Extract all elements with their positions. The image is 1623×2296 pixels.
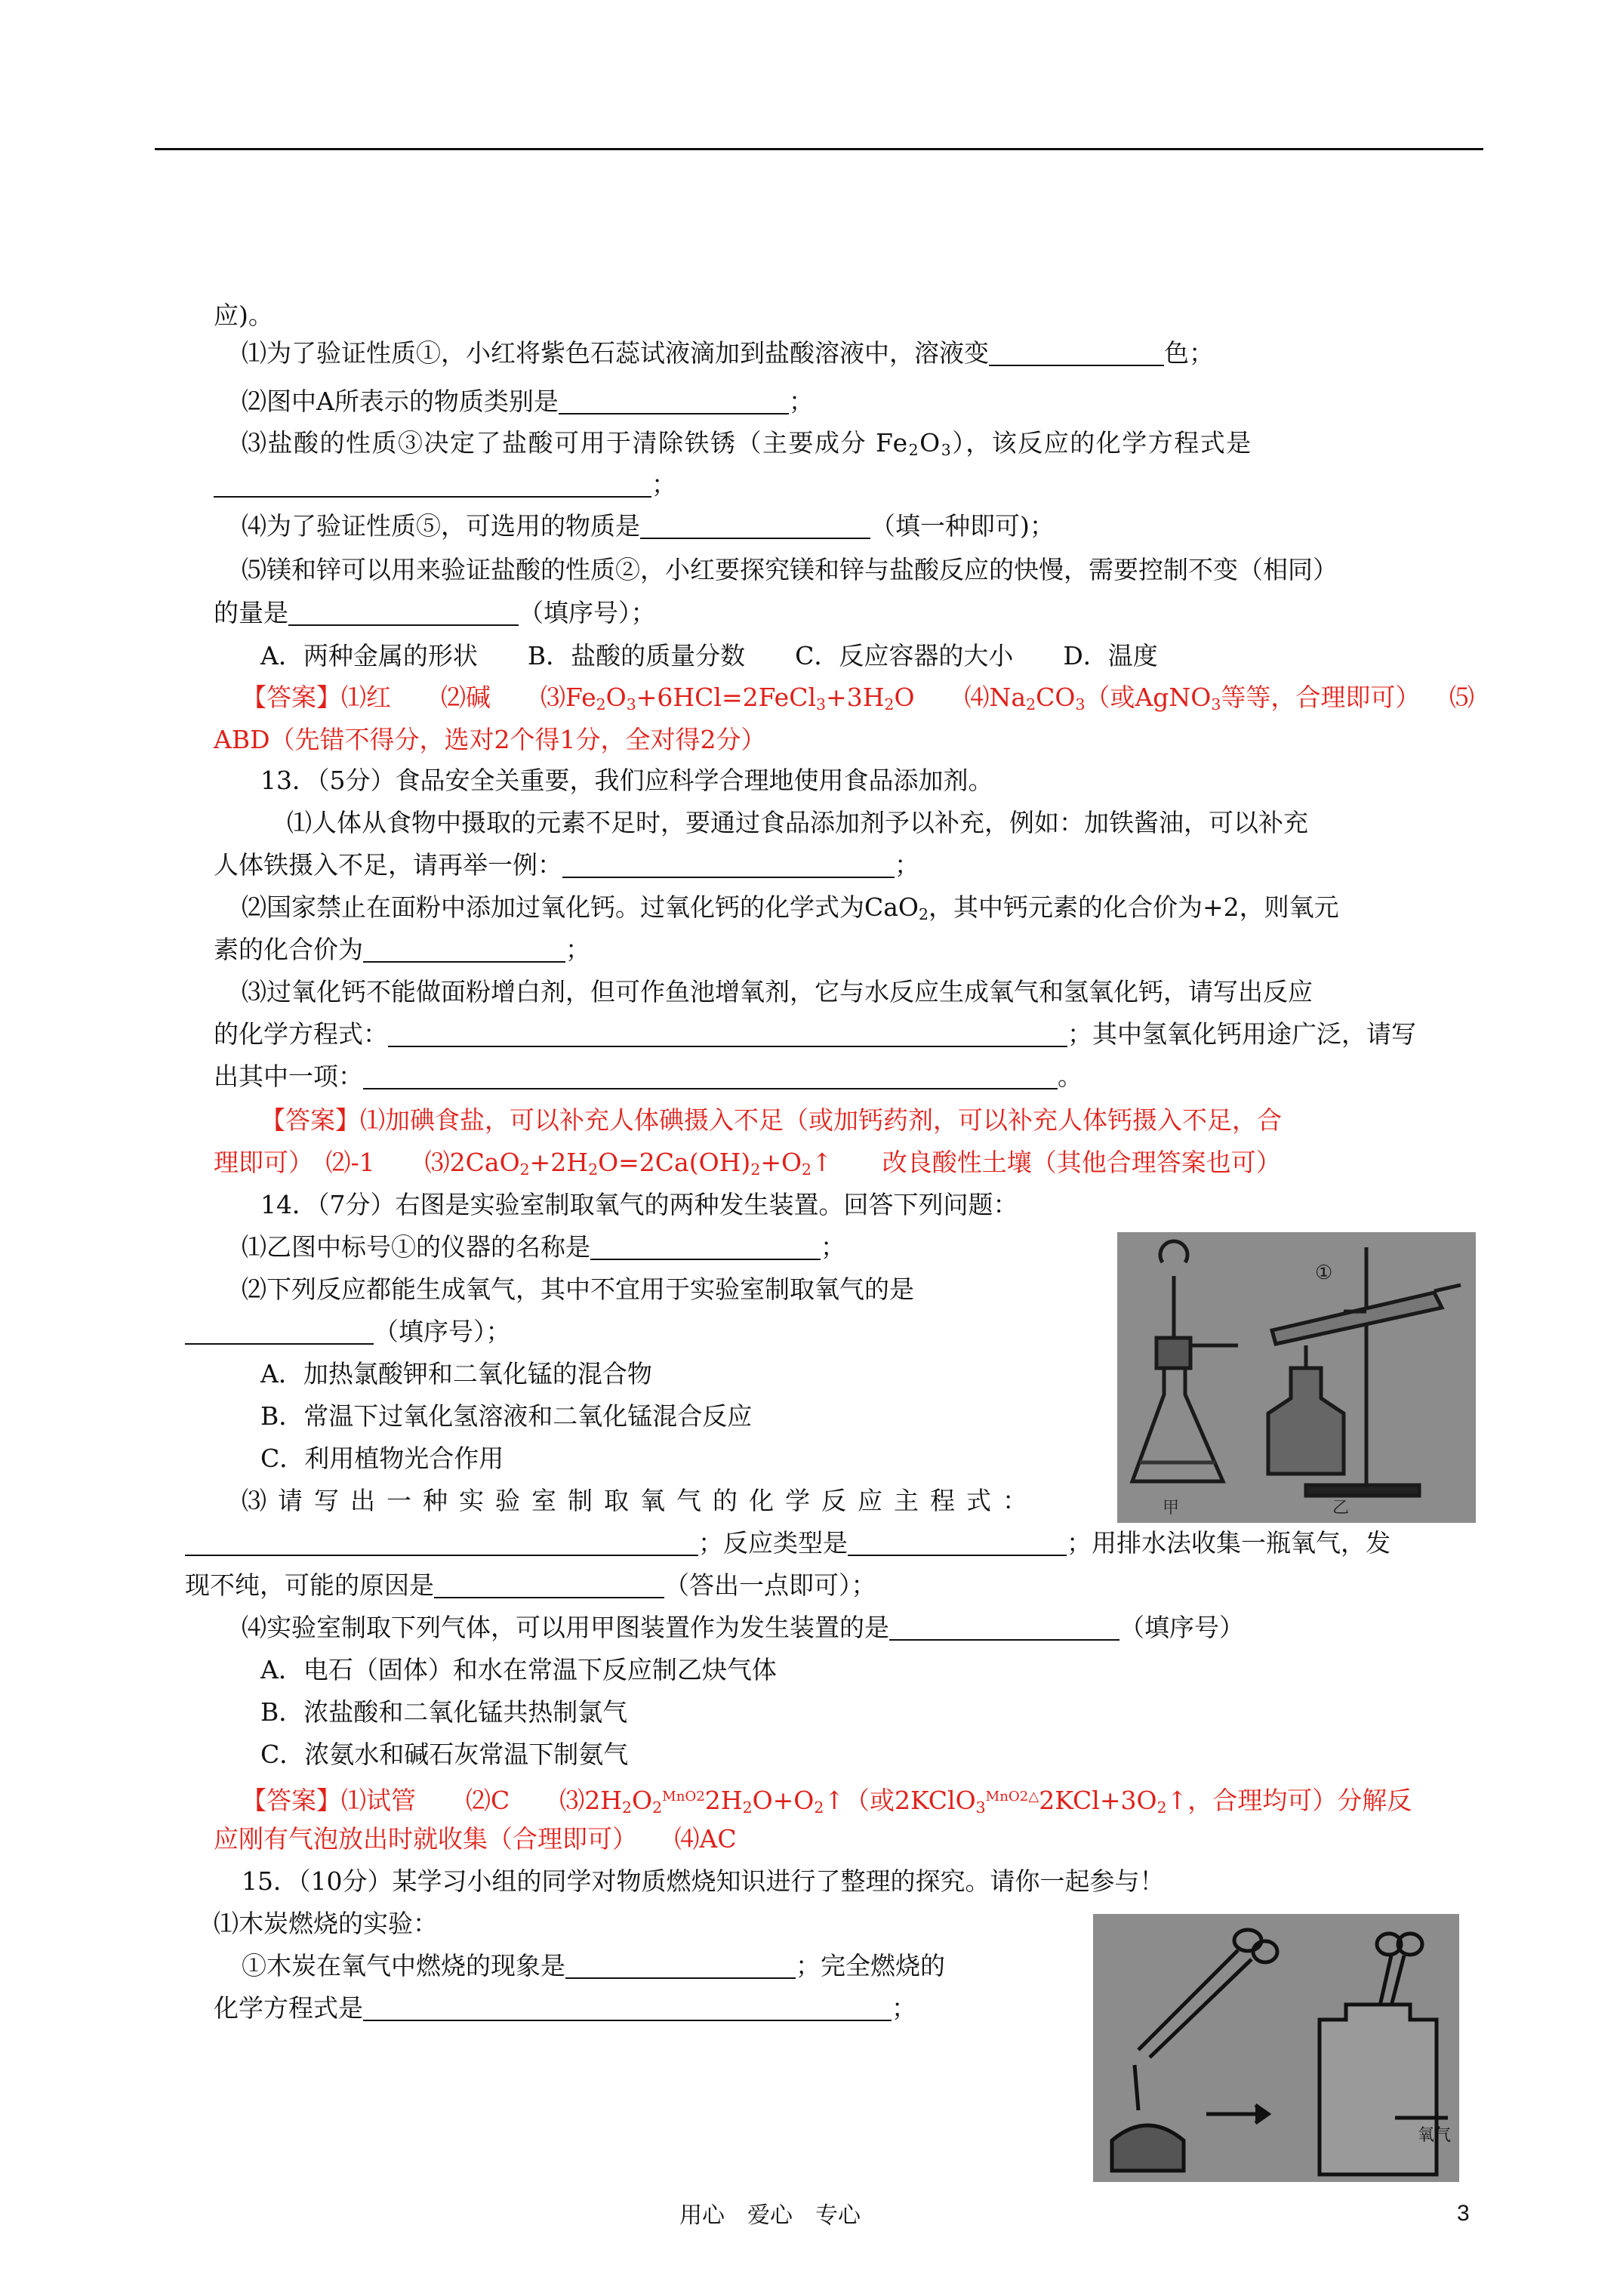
question-line: ⑴人体从食物中摄取的元素不足时，要通过食品添加剂予以补充，例如：加铁酱油，可以补充 (287, 808, 1308, 837)
question-line: 的化学方程式： ；其中氢氧化钙用途广泛，请写 (214, 1019, 1416, 1049)
question-line: 人体铁摄入不足，请再举一例： ； (214, 850, 919, 880)
question-line: ；反应类型是 ；用排水法收集一瓶氧气，发 (185, 1527, 1390, 1560)
answer-line: ⑸ (1449, 683, 1474, 712)
question-line: ⑷为了验证性质⑤，可选用的物质是 （填一种即可)； (242, 511, 1055, 541)
answer-blank[interactable] (434, 1570, 664, 1598)
answer-blank[interactable] (363, 1992, 892, 2021)
answer-blank[interactable] (590, 1231, 821, 1260)
option-line: B．浓盐酸和二氧化锰共热制氯气 (260, 1697, 628, 1727)
page-number: 3 (1457, 2201, 1470, 2226)
question-line: ⑶盐酸的性质③决定了盐酸可用于清除铁锈（主要成分 $Fe_2O_3$），该反应的化学方程式是 (242, 428, 1252, 460)
question-heading: 15．（10分）某学习小组的同学对物质燃烧知识进行了整理的探究。请你一起参与！ (242, 1866, 1165, 1896)
answer-blank[interactable] (288, 597, 519, 626)
options-line: A．两种金属的形状 B．盐酸的质量分数 C．反应容器的大小 D．温度 (260, 641, 1158, 670)
question-line: ⑵图中A所表示的物质类别是 ； (242, 387, 814, 416)
answer-line: 【答案】⑴加碘食盐，可以补充人体碘摄入不足（或加钙药剂，可以补充人体钙摄入不足，合 (260, 1105, 1282, 1135)
option-line: C．浓氨水和碱石灰常温下制氨气 (260, 1740, 629, 1769)
question-line: ⑵下列反应都能生成氧气，其中不宜用于实验室制取氧气的是 (242, 1274, 914, 1304)
question-line: ⑶过氧化钙不能做面粉增白剂，但可作鱼池增氧剂，它与水反应生成氧气和氢氧化钙，请写出反应 (242, 977, 1313, 1006)
header-rule (155, 148, 1483, 150)
answer-blank[interactable] (559, 386, 789, 415)
answer-blank[interactable] (388, 1019, 1067, 1047)
figure-label-b: 乙 (1332, 1499, 1350, 1518)
answer-blank[interactable] (214, 469, 651, 498)
question-line: ①木炭在氧气中燃烧的现象是 ；完全燃烧的 (242, 1951, 945, 1980)
answer-blank[interactable] (640, 510, 870, 539)
apparatus-figure (1117, 1232, 1476, 1523)
label-mark: ① (1315, 1262, 1333, 1284)
question-line: 化学方程式是 ； (214, 1993, 916, 2023)
question-line: ⑵国家禁止在面粉中添加过氧化钙。过氧化钙的化学式为CaO$_2$，其中钙元素的化合价为+2，则氧元 (242, 892, 1339, 924)
answer-blank[interactable] (185, 1316, 374, 1345)
answer-line: 【答案】⑴红 ⑵碱 $⑶Fe_2O_3+6HCl=2FeCl_3+3H_2O$ $⑷Na_2CO_3$（或AgNO$_3$等等，合理即可） (242, 683, 1421, 714)
question-line: ； (214, 468, 676, 501)
figure-label-a: 甲 (1163, 1499, 1180, 1518)
option-line: C．利用植物光合作用 (260, 1444, 504, 1473)
question-line: ⑴为了验证性质①，小红将紫色石蕊试液滴加到盐酸溶液中，溶液变 色； (242, 338, 1214, 368)
question-line: 出其中一项： 。 (214, 1062, 1083, 1091)
answer-blank[interactable] (185, 1527, 698, 1556)
footer-text: 用心 爱心 专心 (679, 2202, 861, 2229)
answer-blank[interactable] (565, 1950, 796, 1979)
apparatus-drawing (1117, 1232, 1476, 1523)
question-heading: 13．（5分）食品安全关重要，我们应科学合理地使用食品添加剂。 (260, 766, 993, 795)
answer-blank[interactable] (363, 1061, 1058, 1089)
question-line: 现不纯，可能的原因是 （答出一点即可）； (185, 1570, 876, 1600)
answer-line: ABD（先错不得分，选对2个得1分，全对得2分） (214, 725, 766, 754)
question-line: 素的化合价为 ； (214, 935, 590, 964)
answer-line: 应刚有气泡放出时就收集（合理即可） ⑷AC (214, 1824, 737, 1854)
answer-blank[interactable] (889, 1612, 1119, 1641)
question-line: ⑴乙图中标号①的仪器的名称是 ； (242, 1232, 845, 1262)
question-line: ⑴木炭燃烧的实验： (214, 1909, 438, 1938)
question-line: ⑷实验室制取下列气体，可以用甲图装置作为发生装置的是 （填序号） (242, 1613, 1244, 1642)
charcoal-figure (1093, 1914, 1459, 2182)
option-line: A．电石（固体）和水在常温下反应制乙炔气体 (260, 1655, 777, 1684)
answer-blank[interactable] (363, 934, 565, 963)
charcoal-drawing (1093, 1914, 1459, 2182)
question-heading: 14．（7分）右图是实验室制取氧气的两种发生装置。回答下列问题： (260, 1190, 1018, 1219)
question-line: （填序号）； (185, 1315, 511, 1348)
question-line: ⑶请写出一种实验室制取氧气的化学反应主程式： (242, 1486, 1039, 1515)
option-line: A．加热氯酸钾和二氧化锰的混合物 (260, 1359, 652, 1388)
text-line: 应)。 (214, 300, 273, 330)
answer-blank[interactable] (562, 849, 895, 878)
answer-blank[interactable] (848, 1527, 1067, 1556)
answer-line: 【答案】⑴试管 ⑵C $⑶2H_2O_2MnO22H_2O+O_2↑$（或$2KClO_3MnO2\triangle 2KCl+3O_2↑$，合理均可）分解反 (242, 1785, 1412, 1817)
question-line: ⑸镁和锌可以用来验证盐酸的性质②，小红要探究镁和锌与盐酸反应的快慢，需要控制不变（相同） (242, 555, 1338, 584)
answer-line: 理即可） ⑵-1 $⑶2CaO_2+2H_2O=2Ca(OH)_2+O_2↑$ 改良酸性土壤（其他合理答案也可） (214, 1148, 1281, 1179)
answer-blank[interactable] (989, 337, 1164, 366)
question-line: 的量是 （填序号）； (214, 598, 656, 627)
oxygen-label: 氧气 (1418, 2126, 1452, 2145)
option-line: B．常温下过氧化氢溶液和二氧化锰混合反应 (260, 1401, 753, 1431)
